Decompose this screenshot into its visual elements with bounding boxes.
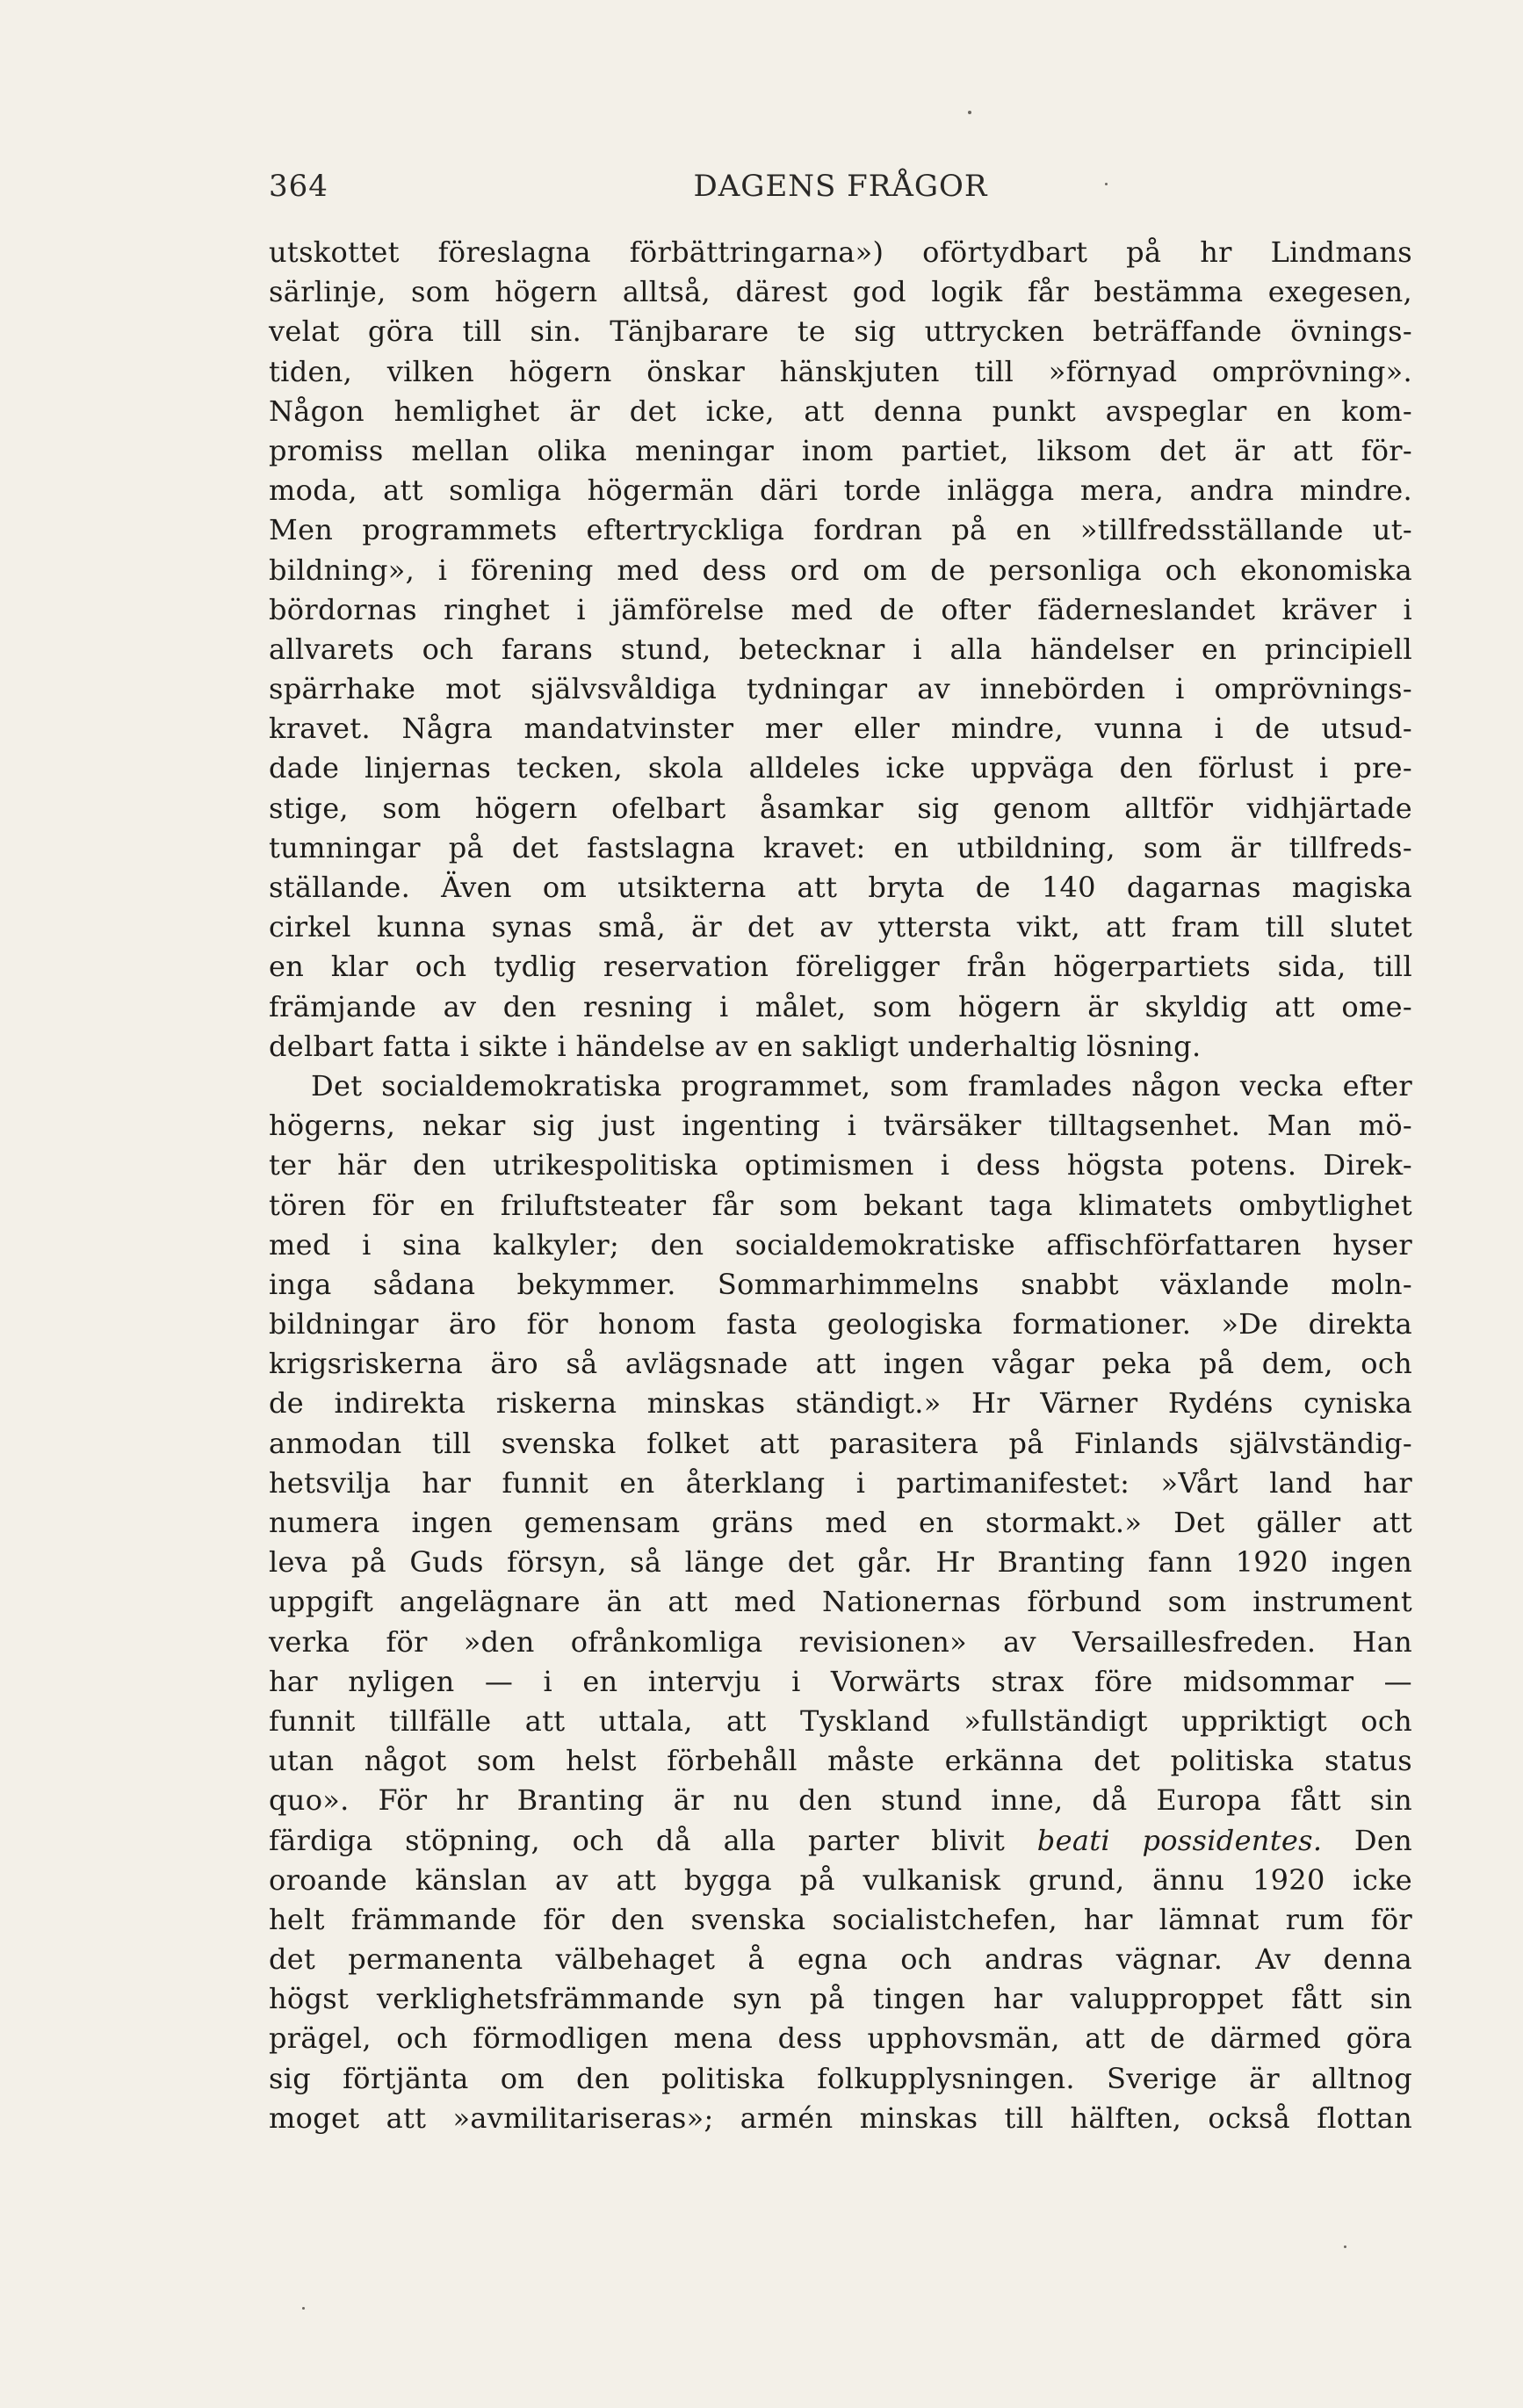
text-line: Någon hemlighet är det icke, att denna punkt avspeglar en kom- (269, 394, 1412, 428)
text-line: funnit tillfälle att uttala, att Tyskland »fullständigt uppriktigt och (269, 1703, 1412, 1738)
text-line: quo». För hr Branting är nu den stund inne, då Europa fått sin (269, 1783, 1412, 1818)
text-line: spärrhake mot självsvåldiga tydningar av innebörden i omprövnings- (269, 672, 1412, 706)
text-line: bildning», i förening med dess ord om de personliga och ekonomiska (269, 553, 1412, 587)
text-line: en klar och tydlig reservation föreligger från högerpartiets sida, till (269, 950, 1412, 984)
text-line: inga sådana bekymmer. Sommarhimmelns snabbt växlande moln- (269, 1267, 1412, 1301)
text-line: särlinje, som högern alltså, därest god logik får bestämma exegesen, (269, 275, 1412, 309)
text-line: har nyligen — i en intervju i Vorwärts strax före midsommar — (269, 1664, 1412, 1698)
text-line: med i sina kalkyler; den socialdemokratiske affischförfattaren hyser (269, 1227, 1412, 1262)
text-line: dade linjernas tecken, skola alldeles icke uppväga den förlust i pre- (269, 751, 1412, 785)
page-header (269, 169, 1412, 213)
text-line: verka för »den ofrånkomliga revisionen» av Versaillesfreden. Han (269, 1624, 1412, 1659)
text-line: tören för en friluftsteater får som bekant taga klimatets ombytlighet (269, 1188, 1412, 1222)
text-line: leva på Guds försyn, så länge det går. Hr Branting fann 1920 ingen (269, 1545, 1412, 1580)
text-line: främjande av den resning i målet, som högern är skyldig att ome- (269, 989, 1412, 1023)
text-line: helt främmande för den svenska socialistchefen, har lämnat rum för (269, 1902, 1412, 1936)
text-line: moda, att somliga högermän däri torde inlägga mera, andra mindre. (269, 474, 1412, 508)
paper-speck (968, 111, 971, 114)
text-line: högst verklighetsfrämmande syn på tingen har valupproppet fått sin (269, 1982, 1412, 2016)
text-segment: Den (1353, 1823, 1412, 1857)
text-line: stige, som högern ofelbart åsamkar sig genom alltför vidhjärtade (269, 791, 1412, 825)
text-line: cirkel kunna synas små, är det av yttersta vikt, att fram till slutet (269, 910, 1412, 944)
text-line: kravet. Några mandatvinster mer eller mindre, vunna i de utsud- (269, 712, 1412, 746)
text-line: numera ingen gemensam gräns med en stormakt.» Det gäller att (269, 1506, 1412, 1539)
text-line: tumningar på det fastslagna kravet: en utbildning, som är tillfreds- (269, 830, 1412, 864)
body-text (269, 233, 1412, 2138)
text-line: prägel, och förmodligen mena dess upphovsmän, att de därmed göra (269, 2021, 1412, 2056)
text-line: utan något som helst förbehåll måste erkänna det politiska status (269, 1744, 1412, 1778)
latin-phrase: beati possidentes. (1036, 1823, 1323, 1857)
paper-speck (1105, 183, 1108, 185)
text-line: allvarets och farans stund, betecknar i alla händelser en principiell (269, 632, 1412, 666)
text-line: det permanenta välbehaget å egna och andras vägnar. Av denna (269, 1942, 1412, 1977)
text-line: bördornas ringhet i jämförelse med de ofter fäderneslandet kräver i (269, 592, 1412, 626)
text-line: sig förtjänta om den politiska folkupplysningen. Sverige är alltnog (269, 2061, 1412, 2095)
text-line: velat göra till sin. Tänjbarare te sig uttrycken beträffande övnings- (269, 315, 1412, 349)
text-line: anmodan till svenska folket att parasitera på Finlands självständig- (269, 1426, 1412, 1460)
text-line: högerns, nekar sig just ingenting i tvärsäker tilltagsenhet. Man mö- (269, 1109, 1412, 1143)
text-line: tiden, vilken högern önskar hänskjuten till »förnyad omprövning». (269, 354, 1412, 388)
text-line: de indirekta riskerna minskas ständigt.» Hr Värner Rydéns cyniska (269, 1386, 1412, 1421)
text-line: Men programmets eftertryckliga fordran på en »tillfredsställande ut- (269, 513, 1412, 547)
text-line: hetsvilja har funnit en återklang i partimanifestet: »Vårt land har (269, 1465, 1412, 1500)
text-line: ter här den utrikespolitiska optimismen i dess högsta potens. Direk- (269, 1148, 1412, 1182)
paper-speck (302, 2307, 305, 2310)
text-line: oroande känslan av att bygga på vulkanisk grund, ännu 1920 icke (269, 1862, 1412, 1897)
page-number: 364 (269, 169, 328, 204)
text-segment: färdiga stöpning, och då alla parter blivit (269, 1823, 1006, 1857)
running-head: DAGENS FRÅGOR (693, 169, 988, 204)
text-line: bildningar äro för honom fasta geologiska formationer. »De direkta (269, 1307, 1412, 1341)
text-line: ställande. Även om utsikterna att bryta de 140 dagarnas magiska (269, 871, 1412, 904)
text-line: krigsriskerna äro så avlägsnade att ingen vågar peka på dem, och (269, 1347, 1412, 1381)
text-line: promiss mellan olika meningar inom partiet, liksom det är att för- (269, 433, 1412, 467)
text-line: delbart fatta i sikte i händelse av en sakligt underhaltig lösning. (269, 1029, 1202, 1063)
text-line: moget att »avmilitariseras»; armén minskas till hälften, också flottan (269, 2101, 1412, 2135)
text-line: utskottet föreslagna förbättringarna») oförtydbart på hr Lindmans (269, 235, 1412, 269)
text-line: Det socialdemokratiska programmet, som framlades någon vecka efter (311, 1068, 1412, 1103)
text-line-with-emphasis (269, 1821, 1412, 1861)
paper-speck (1344, 2245, 1346, 2248)
text-line: uppgift angelägnare än att med Nationernas förbund som instrument (269, 1585, 1412, 1619)
